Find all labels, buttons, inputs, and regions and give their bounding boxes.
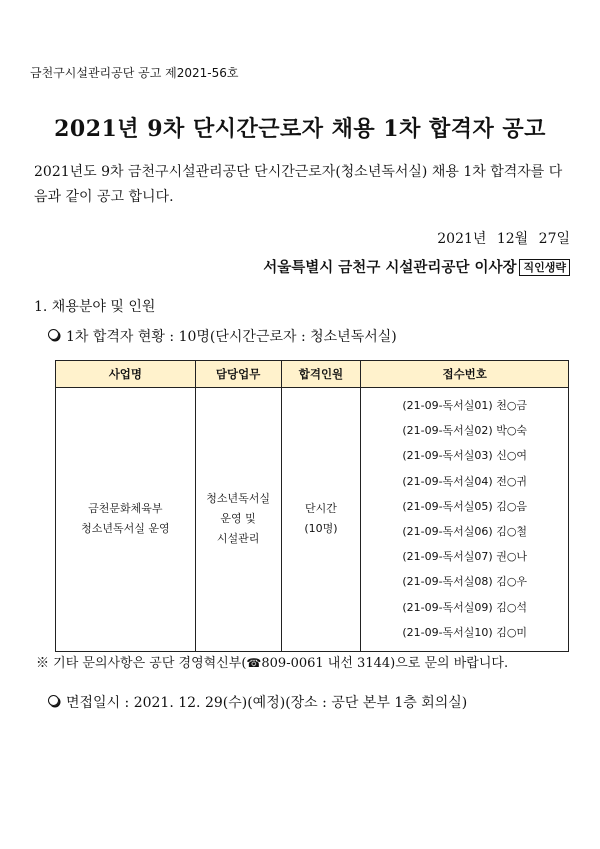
column-header: 합격인원: [281, 361, 361, 388]
duty-line: 시설관리: [216, 532, 260, 546]
registration-cell: [361, 388, 569, 652]
interview-schedule: [48, 692, 467, 712]
result-summary-text: 1차 합격자 현황 : 10명(단시간근로자 : 청소년독서실): [66, 329, 397, 345]
note-prefix: ※ 기타 문의사항은 공단 경영혁신부(: [36, 656, 247, 671]
count-type: 단시간: [305, 502, 337, 516]
issuer-line: [263, 256, 570, 277]
announcement-date: 2021년 12월 27일: [437, 231, 570, 247]
result-summary: [48, 326, 397, 346]
duty-line: 운영 및: [220, 512, 256, 526]
registration-entry: (21-09-독서실10) 김○미: [402, 625, 528, 639]
registration-entry: (21-09-독서실03) 신○여: [402, 449, 528, 463]
duty-cell: [195, 388, 281, 652]
business-department: 금천문화체육부: [88, 502, 163, 516]
bullet-circle-icon: [48, 695, 59, 706]
seal-omitted-stamp: 직인생략: [519, 259, 570, 276]
registration-entry: (21-09-독서실09) 김○석: [402, 600, 528, 614]
registration-entry: (21-09-독서실06) 김○철: [402, 524, 528, 538]
section-heading: 1. 채용분야 및 인원: [34, 299, 156, 315]
table-header-row: [56, 361, 569, 388]
intro-paragraph: 2021년도 9차 금천구시설관리공단 단시간근로자(청소년독서실) 채용 1차 합격자를 다음과 같이 공고 합니다.: [34, 164, 563, 205]
column-header: 사업명: [56, 361, 196, 388]
page-title: 2021년 9차 단시간근로자 채용 1차 합격자 공고: [54, 116, 546, 142]
registration-entry: (21-09-독서실05) 김○음: [402, 499, 528, 513]
count-cell: [281, 388, 361, 652]
column-header: 담당업무: [195, 361, 281, 388]
note-suffix: )으로 문의 바랍니다.: [390, 656, 509, 671]
interview-text: 면접일시 : 2021. 12. 29(수)(예정)(장소 : 공단 본부 1층 회의실): [66, 695, 468, 711]
note-phone: 809-0061 내선 3144: [261, 656, 391, 671]
issuer-name: 서울특별시 금천구 시설관리공단 이사장: [263, 259, 517, 276]
registration-entry: (21-09-독서실02) 박○숙: [402, 424, 528, 438]
count-number: (10명): [304, 522, 338, 536]
document-number: 금천구시설관리공단 공고 제2021-56호: [30, 66, 239, 80]
business-cell: [56, 388, 196, 652]
registration-entry: (21-09-독서실01) 천○금: [402, 399, 528, 412]
column-header: 접수번호: [361, 361, 569, 388]
bullet-circle-icon: [48, 329, 59, 340]
registration-entry: (21-09-독서실08) 김○우: [402, 575, 528, 589]
phone-icon: ☎: [246, 656, 262, 670]
registration-entry: (21-09-독서실07) 권○나: [402, 550, 528, 564]
business-program: 청소년독서실 운영: [81, 522, 170, 536]
table-row: [56, 388, 569, 652]
registration-entry: (21-09-독서실04) 전○귀: [402, 474, 528, 488]
inquiry-note: [36, 652, 508, 671]
duty-line: 청소년독서실: [206, 492, 270, 506]
results-table: [55, 360, 569, 652]
